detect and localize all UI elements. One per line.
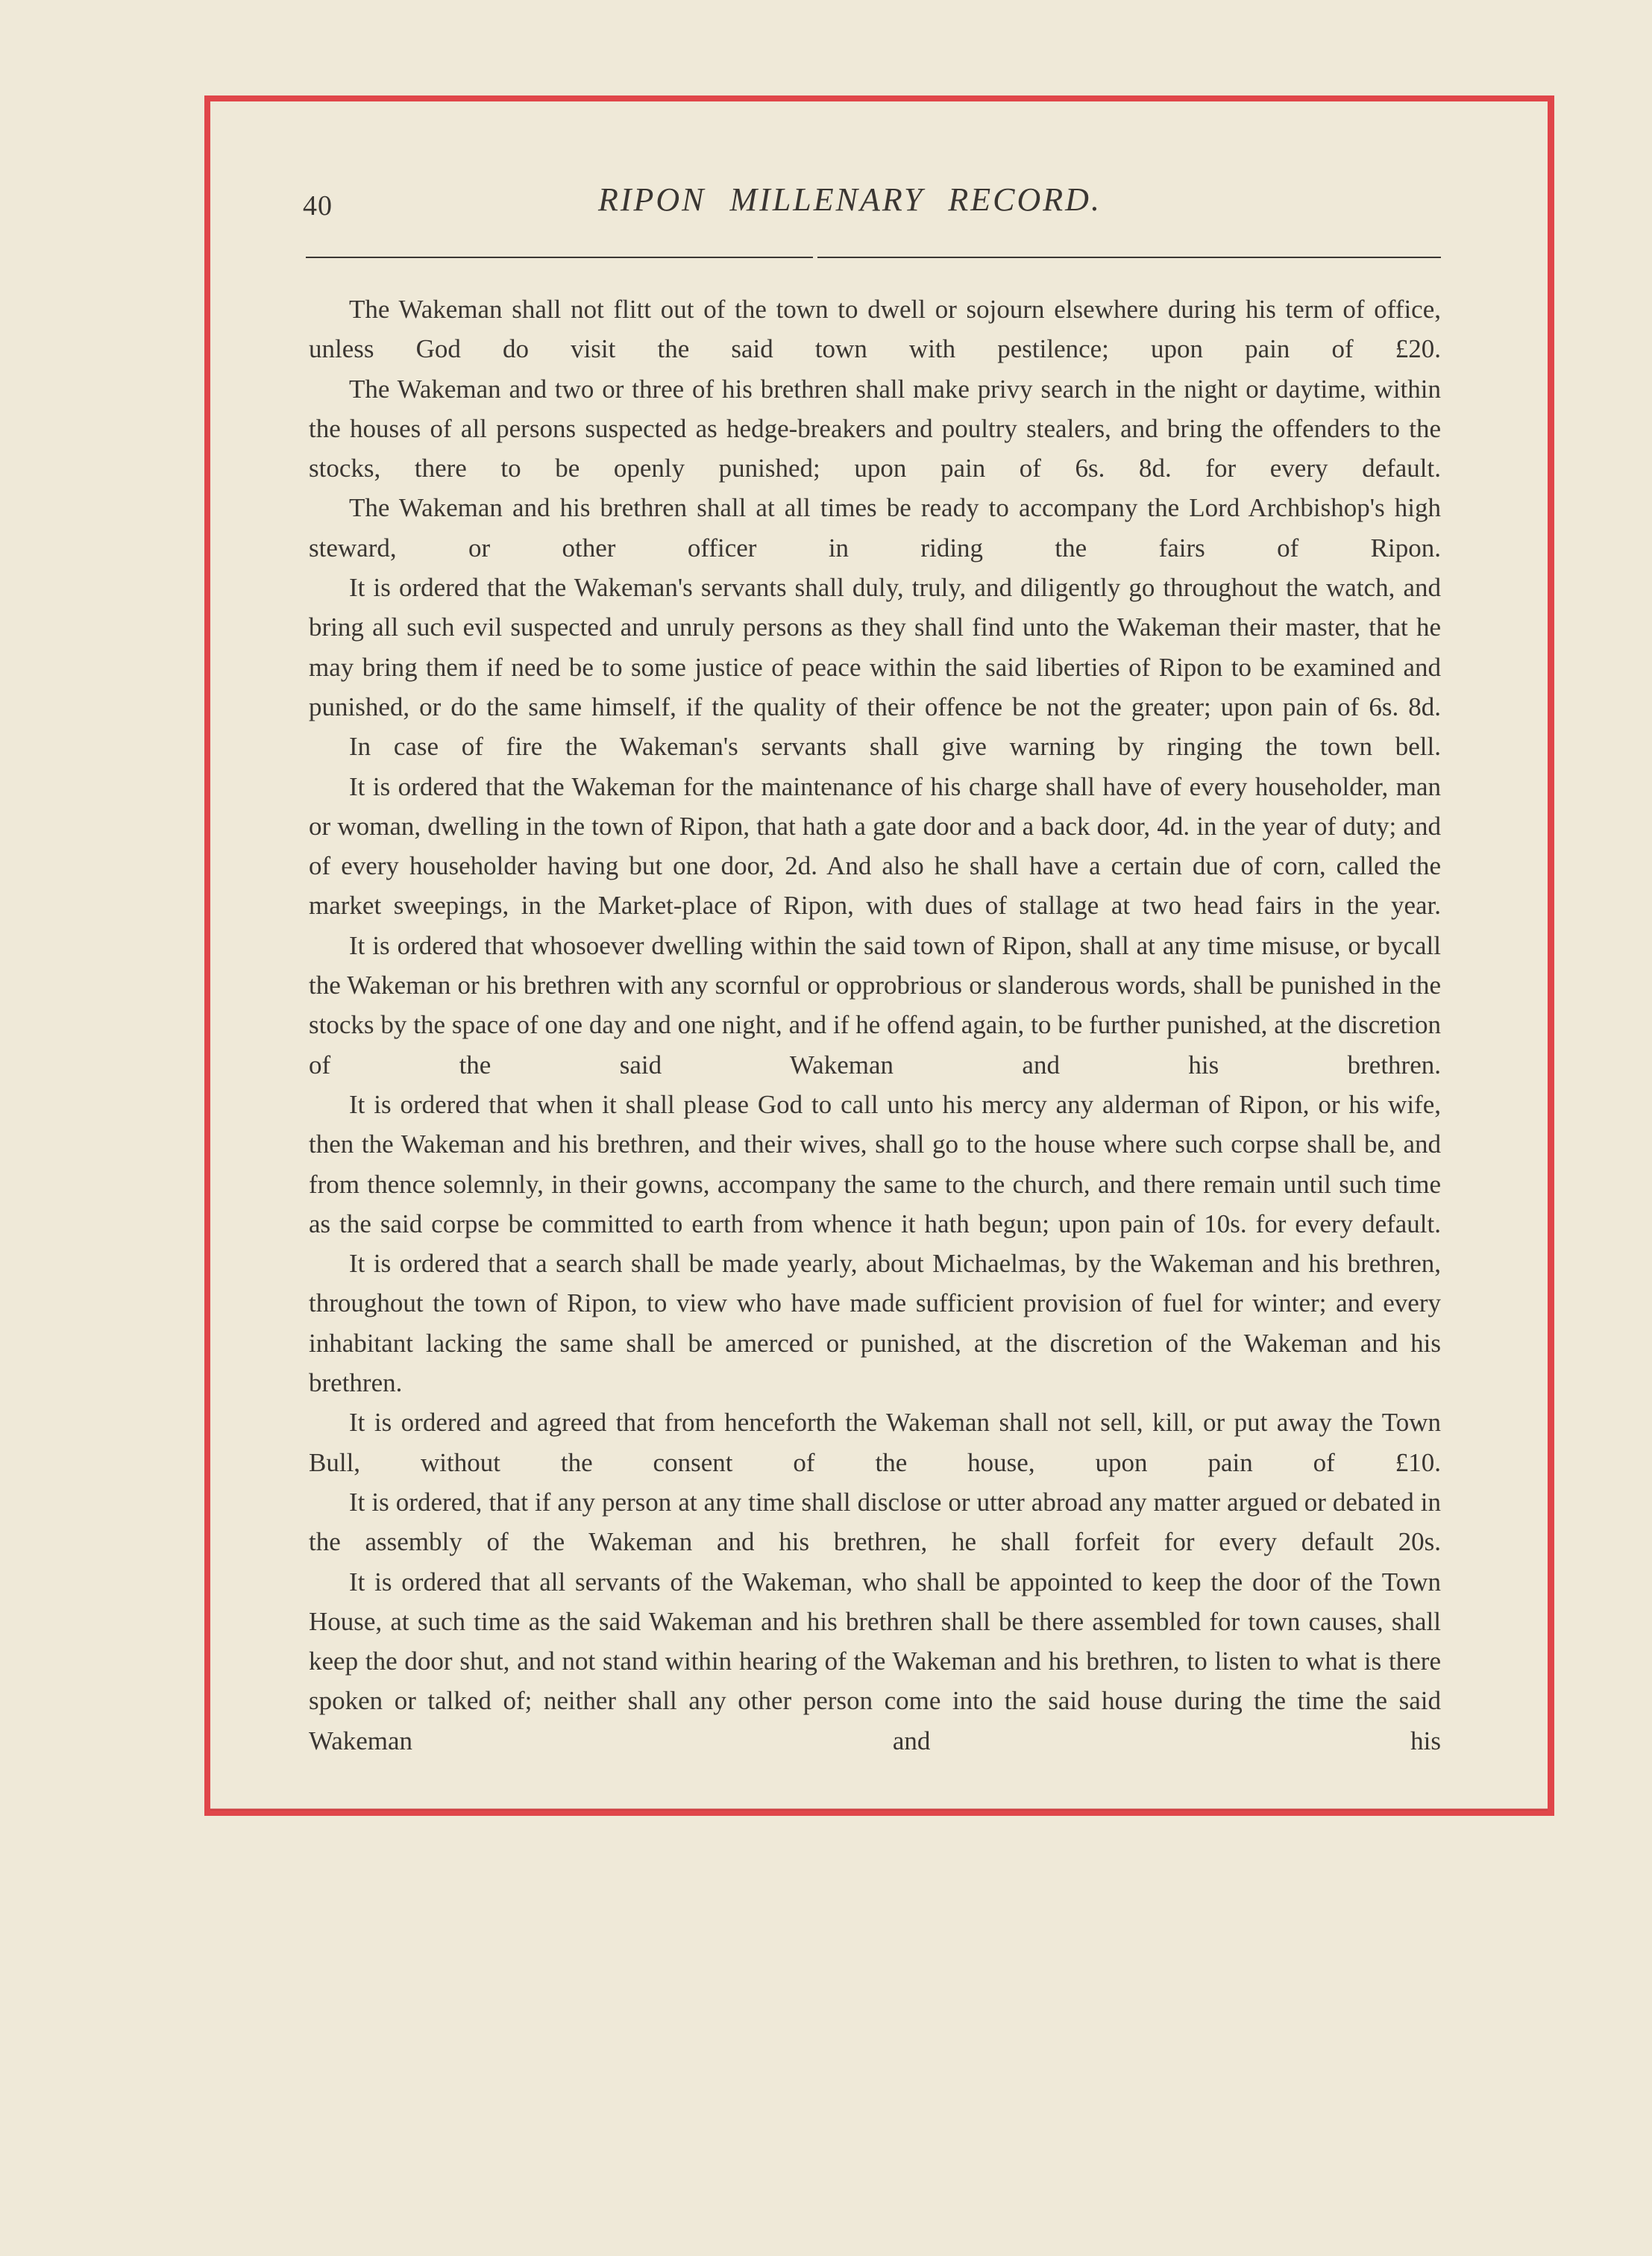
paragraph: It is ordered that when it shall please God to call unto his mercy any alderman of Ripon, or his wife, then the Wakeman and his brethren, and their wives, shall go to the house where such corpse shall be, and from thence solemnly, in their gowns, accompany the same to the church, and there remain until such time as the said corpse be committed to earth from whence it hath begun; upon pain of 10s. for every default. <box>309 1089 1441 1238</box>
body-text <box>309 289 1441 1761</box>
page-number: 40 <box>303 190 333 222</box>
paragraph: In case of fire the Wakeman's servants shall give warning by ringing the town bell. <box>349 732 1441 762</box>
running-head: RIPON MILLENARY RECORD. <box>598 181 1102 218</box>
paragraph: It is ordered that the Wakeman's servants shall duly, truly, and diligently go throughout the watch, and bring all such evil suspected and unruly persons as they shall find unto the Wakeman their master, that he may bring them if need be to some justice of peace within the said liberties of Ripon to be examined and punished, or do the same himself, if the quality of their offence be not the greater; upon pain of 6s. 8d. <box>309 573 1441 721</box>
paragraph: It is ordered that the Wakeman for the maintenance of his charge shall have of every householder, man or woman, dwelling in the town of Ripon, that hath a gate door and a back door, 4d. in the year of duty; and of every householder having but one door, 2d. And also he shall have a certain due of corn, called the market sweepings, in the Market-place of Ripon, with dues of stallage at two head fairs in the year. <box>309 771 1441 921</box>
paragraph: The Wakeman and his brethren shall at all times be ready to accompany the Lord Archbishop's high steward, or other officer in riding the fairs of Ripon. <box>309 493 1441 563</box>
header-rule-right <box>817 257 1441 258</box>
paragraph: It is ordered and agreed that from henceforth the Wakeman shall not sell, kill, or put away the Town Bull, without the consent of the house, upon pain of £10. <box>309 1408 1441 1477</box>
paragraph: It is ordered, that if any person at any time shall disclose or utter abroad any matter argued or debated in the assembly of the Wakeman and his brethren, he shall forfeit for every default 20s. <box>309 1487 1441 1557</box>
paragraph: The Wakeman shall not flitt out of the town to dwell or sojourn elsewhere during his term of office, unless God do visit the said town with pestilence; upon pain of £20. <box>309 295 1441 364</box>
paragraph: It is ordered that a search shall be made yearly, about Michaelmas, by the Wakeman and his brethren, throughout the town of Ripon, to view who have made sufficient provision of fuel for winter; and every inhabitant lacking the same shall be amerced or punished, at the discretion of the Wakeman and his brethren. <box>309 1249 1441 1398</box>
page-border-shadow <box>210 1808 1548 1811</box>
header-rule-left <box>306 257 813 258</box>
paragraph: It is ordered that whosoever dwelling within the said town of Ripon, shall at any time misuse, or bycall the Wakeman or his brethren with any scornful or opprobrious or slanderous words, shall be punished in the stocks by the space of one day and one night, and if he offend again, to be further punished, at the discretion of the said Wakeman and his brethren. <box>309 930 1441 1080</box>
paragraph: It is ordered that all servants of the Wakeman, who shall be appointed to keep the door of the Town House, at such time as the said Wakeman and his brethren shall be there assembled for town causes, shall keep the door shut, and not stand within hearing of the Wakeman and his brethren, to listen to what is there spoken or talked of; neither shall any other person come into the said house during the time the said Wakeman and his <box>309 1567 1441 1755</box>
paragraph: The Wakeman and two or three of his brethren shall make privy search in the night or daytime, within the houses of all persons suspected as hedge-breakers and poultry stealers, and bring the offenders to the stocks, there to be openly punished; upon pain of 6s. 8d. for every default. <box>309 374 1441 483</box>
